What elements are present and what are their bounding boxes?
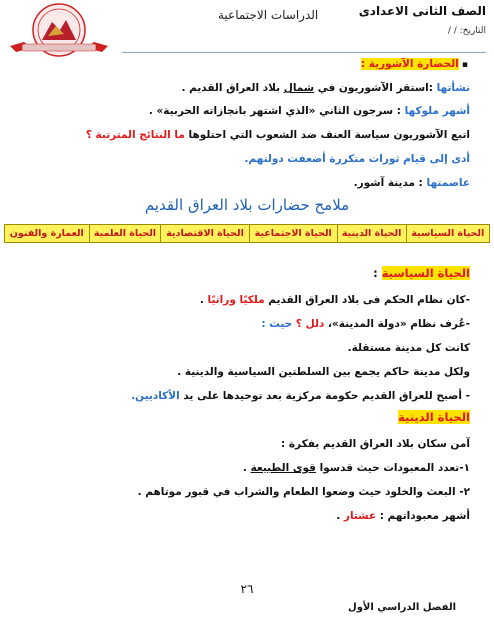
assyrian-result-line: أدى إلى قيام ثورات متكررة أضعفت دولتهم. [244, 153, 470, 165]
political-line-3: كانت كل مدينة مستقلة. [347, 342, 470, 354]
assyrian-origin-line: نشأتها :استقر الآشوريون في شمال بلاد العراق القديم . [181, 82, 470, 94]
category-religious: الحياة الدينية [337, 225, 406, 243]
religious-line-1: آمن سكان بلاد العراق القديم بفكرة : [281, 438, 470, 450]
assyrian-capital-line: عاصمتها : مدينة آشور. [353, 177, 470, 189]
religious-line-2: ١-تعدد المعبودات حيث قدسوا قوى الطبيعة . [242, 462, 470, 474]
religious-line-4: أشهر معبوداتهم : عشتار . [336, 510, 470, 522]
political-line-2: -عُرف نظام «دولة المدينة»، دلل ؟ حيث : [261, 318, 470, 330]
categories-table [4, 224, 490, 243]
category-political: الحياة السياسية [406, 225, 489, 243]
category-scientific: الحياة العلمية [89, 225, 161, 243]
term-label: الفصل الدراسي الأول [348, 602, 456, 613]
political-line-5: - أصبح للعراق القديم حكومة مركزية بعد توحيدها على يد الأكاديين. [131, 390, 470, 402]
category-architecture: العمارة والفنون [5, 225, 90, 243]
date-label: التاريخ: / / [447, 26, 486, 36]
religious-heading: الحياة الدينية [398, 410, 470, 424]
political-heading: الحياة السياسية : [373, 266, 470, 280]
page-number: ٢٦ [240, 582, 254, 596]
political-line-1: -كان نظام الحكم فى بلاد العراق القديم ملكيًا وراثيًا . [199, 294, 470, 306]
grade-label: الصف الثانى الاعدادى [358, 4, 486, 18]
bullet-icon: ▪ [458, 60, 468, 70]
assyrian-heading: ▪ الحضارة الآشورية : [360, 58, 468, 70]
political-line-4: ولكل مدينة حاكم يجمع بين السلطتين السياسية والدينية . [177, 366, 470, 378]
civilization-title: ملامح حضارات بلاد العراق القديم [144, 196, 350, 214]
subject-label: الدراسات الاجتماعية [218, 8, 319, 22]
religious-line-3: ٢- البعث والخلود حيث وضعوا الطعام والشراب في قبور موتاهم . [137, 486, 470, 498]
category-social: الحياة الاجتماعية [249, 225, 337, 243]
assyrian-kings-line: أشهر ملوكها : سرجون الثاني «الذي اشتهر بانجازاته الحربية» . [148, 105, 470, 117]
category-economic: الحياة الاقتصادية [161, 225, 249, 243]
header-divider [122, 52, 486, 53]
school-logo-icon [2, 0, 116, 58]
assyrian-policy-line: اتبع الآشوريون سياسة العنف ضد الشعوب التي احتلوها ما النتائج المترتبة ؟ [85, 129, 470, 141]
